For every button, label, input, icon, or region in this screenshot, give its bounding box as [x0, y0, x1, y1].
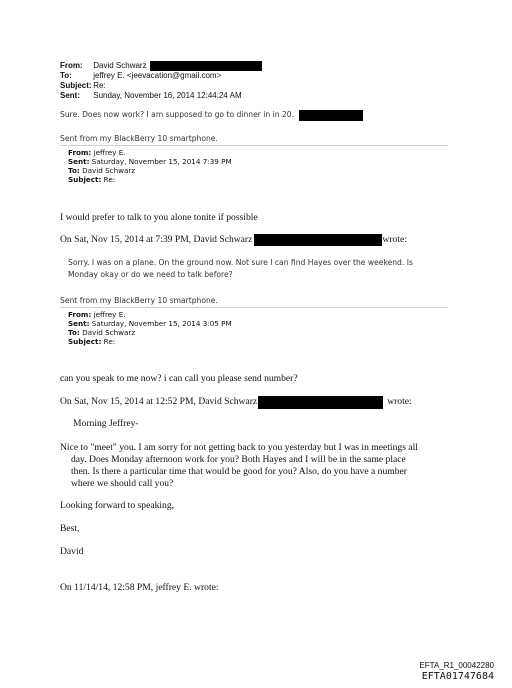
redaction-bar — [299, 110, 363, 121]
redaction-bar — [258, 396, 383, 409]
message-line: Monday okay or do we need to talk before? — [68, 270, 233, 279]
wrote-line — [60, 396, 412, 409]
closing-line: Looking forward to speaking, — [60, 500, 175, 511]
signature: Sent from my BlackBerry 10 smartphone. — [60, 134, 218, 143]
redaction-bar — [254, 234, 382, 246]
quoted-from-label: From: — [68, 148, 92, 157]
sender-name: David — [60, 546, 84, 557]
message-text: can you speak to me now? i can call you please send number? — [60, 373, 298, 384]
message-line: day. Does Monday afternoon work for you? Both Hayes and I will be in the same place — [71, 454, 406, 465]
wrote-prefix: On Sat, Nov 15, 2014 at 7:39 PM, David Schwarz — [60, 234, 253, 245]
header-to-value: jeffrey E. <jeevacation@gmail.com> — [93, 71, 222, 80]
header-subject-row — [60, 81, 460, 91]
quoted-to-label: To: — [68, 328, 80, 337]
wrote-line: On 11/14/14, 12:58 PM, jeffrey E. wrote: — [60, 582, 219, 593]
message-text: Sure. Does now work? I am supposed to go to dinner in in 20. — [60, 110, 295, 119]
message-line: then. Is there a particular time that would be good for you? Also, do you have a number — [71, 466, 407, 477]
header-to-row — [60, 71, 460, 81]
message-body — [60, 110, 460, 121]
closing-line: Best, — [60, 523, 80, 534]
quoted-subject-label: Subject: — [68, 337, 102, 346]
email-header — [60, 61, 460, 101]
quoted-subject-label: Subject: — [68, 175, 102, 184]
header-from-label: From: — [60, 61, 83, 70]
document-id: EFTA01747684 — [421, 671, 494, 682]
header-sent-row — [60, 91, 460, 101]
message-line: Nice to "meet" you. I am sorry for not getting back to you yesterday but I was in meetings all — [60, 442, 418, 453]
quoted-to-value: David Schwarz — [82, 166, 136, 175]
header-subject-label: Subject: — [60, 81, 92, 90]
quoted-header — [68, 310, 368, 346]
signature: Sent from my BlackBerry 10 smartphone. — [60, 296, 218, 305]
quoted-from-label: From: — [68, 310, 92, 319]
header-sent-value: Sunday, November 16, 2014 12:44:24 AM — [93, 91, 242, 100]
header-sent-label: Sent: — [60, 91, 80, 100]
message-line: where we should call you? — [71, 478, 174, 489]
quoted-from-value: jeffrey E. — [93, 310, 126, 319]
greeting: Morning Jeffrey- — [73, 418, 139, 429]
quoted-sent-value: Saturday, November 15, 2014 7:39 PM — [91, 157, 232, 166]
header-from-row — [60, 61, 460, 71]
header-from-value: David Schwarz — [93, 61, 147, 70]
quoted-sent-label: Sent: — [68, 319, 90, 328]
redaction-bar — [150, 61, 262, 71]
header-to-label: To: — [60, 71, 72, 80]
header-subject-value: Re: — [93, 81, 106, 90]
quoted-sent-value: Saturday, November 15, 2014 3:05 PM — [91, 319, 232, 328]
wrote-suffix: wrote: — [387, 396, 412, 407]
quoted-subject-value: Re: — [103, 337, 116, 346]
message-text: I would prefer to talk to you alone tonite if possible — [60, 212, 258, 223]
quoted-to-value: David Schwarz — [82, 328, 136, 337]
message-line: Sorry. I was on a plane. On the ground now. Not sure I can find Hayes over the weekend. Is — [68, 258, 413, 267]
wrote-line — [60, 234, 407, 246]
quoted-from-value: jeffrey E. — [93, 148, 126, 157]
quoted-message — [68, 258, 468, 280]
divider — [60, 307, 448, 308]
quoted-to-label: To: — [68, 166, 80, 175]
wrote-suffix: wrote: — [382, 234, 407, 245]
divider — [60, 145, 448, 146]
document-id: EFTA_R1_00042280 — [419, 661, 494, 670]
message-paragraph — [60, 442, 480, 490]
quoted-sent-label: Sent: — [68, 157, 90, 166]
quoted-subject-value: Re: — [103, 175, 116, 184]
quoted-header — [68, 148, 368, 184]
wrote-prefix: On Sat, Nov 15, 2014 at 12:52 PM, David Schwarz — [60, 396, 258, 407]
